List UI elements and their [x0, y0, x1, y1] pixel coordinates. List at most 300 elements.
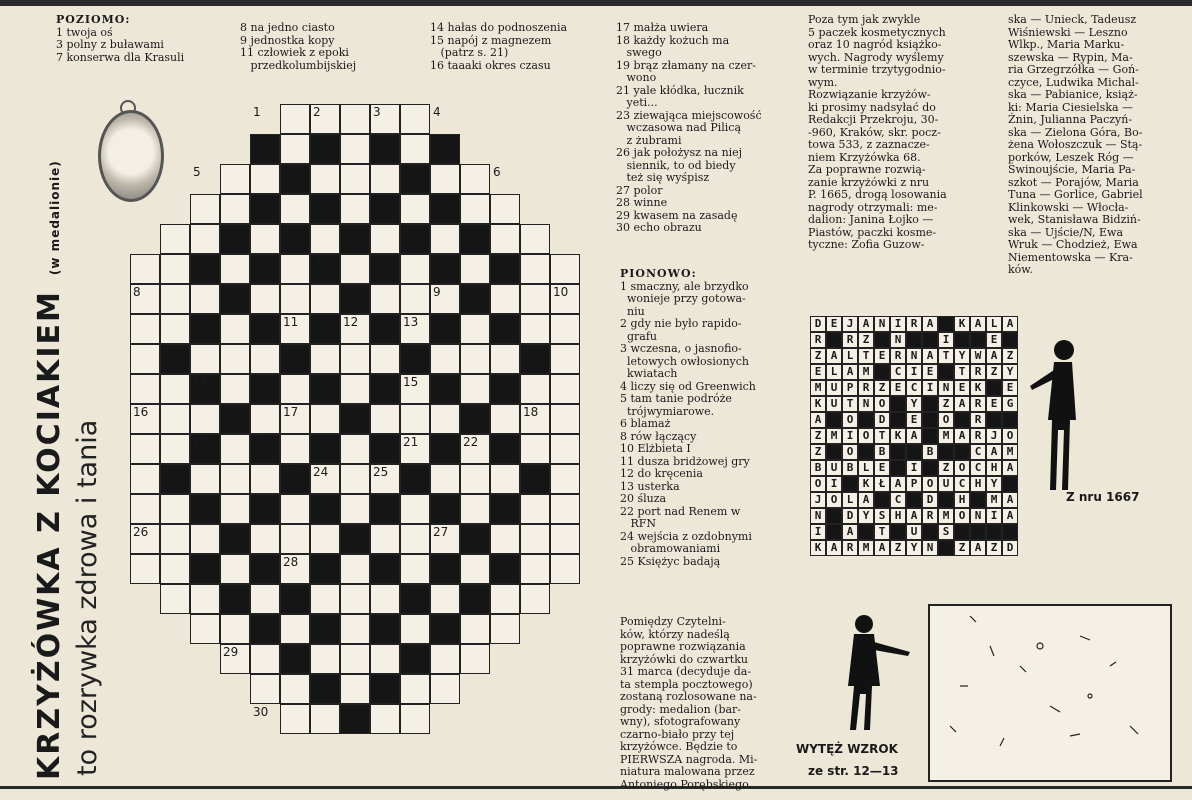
clue-number: 20 [253, 435, 269, 449]
solution-cell: A [986, 348, 1002, 364]
grid-cell[interactable] [190, 224, 220, 254]
grid-cell[interactable] [430, 464, 460, 494]
grid-cell[interactable] [550, 404, 580, 434]
grid-cell[interactable] [280, 134, 310, 164]
grid-cell[interactable] [310, 524, 340, 554]
grid-cell[interactable] [340, 254, 370, 284]
grid-cell[interactable] [250, 644, 280, 674]
grid-cell[interactable] [220, 554, 250, 584]
grid-cell[interactable] [160, 524, 190, 554]
solution-cell: Z [890, 540, 906, 556]
grid-cell[interactable] [550, 254, 580, 284]
grid-cell[interactable] [220, 614, 250, 644]
grid-cell[interactable] [340, 614, 370, 644]
clue-number: 24 [313, 465, 329, 479]
grid-cell[interactable] [370, 584, 400, 614]
grid-cell[interactable] [490, 284, 520, 314]
grid-cell[interactable] [400, 284, 430, 314]
grid-cell[interactable] [340, 344, 370, 374]
grid-cell[interactable] [160, 404, 190, 434]
grid-cell[interactable] [190, 344, 220, 374]
grid-cell[interactable] [550, 524, 580, 554]
grid-cell[interactable] [190, 524, 220, 554]
grid-cell[interactable] [460, 554, 490, 584]
solution-cell: E [954, 380, 970, 396]
solution-cell: O [874, 396, 890, 412]
solution-cell: T [858, 348, 874, 364]
grid-cell[interactable] [400, 524, 430, 554]
text-line: ska — Zielona Góra, Bo- [1008, 125, 1143, 139]
grid-cell [430, 254, 460, 284]
grid-cell [490, 434, 520, 464]
grid-cell[interactable] [460, 164, 490, 194]
solution-cell: K [954, 316, 970, 332]
grid-cell[interactable] [250, 464, 280, 494]
solution-cell: Y [1002, 364, 1018, 380]
grid-cell[interactable] [310, 164, 340, 194]
text-line: Wlkp., Maria Marku- [1008, 38, 1125, 51]
grid-cell[interactable] [490, 224, 520, 254]
grid-cell[interactable] [520, 524, 550, 554]
solution-cell [922, 332, 938, 348]
grid-cell[interactable] [460, 254, 490, 284]
grid-cell[interactable] [190, 614, 220, 644]
grid-cell[interactable] [130, 494, 160, 524]
text-line: zanie krzyżówki z nru [808, 175, 930, 189]
solution-cell [906, 492, 922, 508]
grid-cell[interactable] [370, 644, 400, 674]
solution-cell [906, 444, 922, 460]
solution-cell: A [810, 412, 826, 428]
grid-cell [340, 404, 370, 434]
solution-cell: Y [954, 348, 970, 364]
grid-cell [370, 674, 400, 704]
text-line: wym. [808, 75, 838, 89]
grid-cell[interactable] [160, 284, 190, 314]
solution-cell: N [938, 380, 954, 396]
clue-number: 19 [193, 435, 209, 449]
grid-cell[interactable] [220, 164, 250, 194]
grid-cell[interactable] [340, 674, 370, 704]
text-line: kwiatach [620, 367, 678, 380]
grid-cell[interactable] [340, 164, 370, 194]
solution-cell: I [890, 316, 906, 332]
text-line: z żubrami [616, 133, 682, 147]
grid-cell[interactable] [370, 704, 400, 734]
text-line: RFN [620, 517, 657, 530]
grid-cell[interactable] [280, 254, 310, 284]
grid-cell[interactable] [490, 404, 520, 434]
spot-difference-box [928, 604, 1172, 782]
grid-cell[interactable] [550, 494, 580, 524]
clue-number: 13 [403, 315, 419, 329]
solution-cell: Z [938, 396, 954, 412]
solution-cell: M [810, 380, 826, 396]
text-line: letowych owłosionych [620, 354, 749, 368]
text-line: 4 liczy się od Greenwich [620, 379, 756, 393]
grid-cell[interactable] [550, 464, 580, 494]
text-line: wek, Stanisława Bidziń- [1008, 213, 1141, 226]
grid-cell[interactable] [340, 374, 370, 404]
grid-cell[interactable] [280, 674, 310, 704]
solution-cell: I [906, 364, 922, 380]
grid-cell[interactable] [370, 344, 400, 374]
grid-cell[interactable] [130, 344, 160, 374]
grid-cell [340, 524, 370, 554]
grid-cell [520, 464, 550, 494]
grid-cell[interactable] [490, 194, 520, 224]
grid-cell [490, 374, 520, 404]
caption-nr: Z nru 1667 [1066, 490, 1140, 504]
grid-cell[interactable] [250, 224, 280, 254]
solution-cell: O [954, 508, 970, 524]
solution-cell: H [954, 492, 970, 508]
grid-cell[interactable] [340, 104, 370, 134]
text-line: Za poprawne rozwią- [808, 163, 926, 176]
text-line: 23 ziewająca miejscowość [616, 108, 762, 122]
grid-cell[interactable] [400, 554, 430, 584]
grid-cell [190, 494, 220, 524]
grid-cell[interactable] [370, 164, 400, 194]
solution-cell [954, 412, 970, 428]
clue: 11 człowiek z epoki [240, 46, 349, 59]
solution-cell [938, 444, 954, 460]
grid-cell[interactable] [430, 404, 460, 434]
text-line: 6 blamaż [620, 417, 671, 430]
solution-cell [922, 524, 938, 540]
text-line: 11 dusza bridżowej gry [620, 454, 750, 468]
grid-cell [370, 194, 400, 224]
grid-cell[interactable] [400, 704, 430, 734]
grid-cell[interactable] [340, 644, 370, 674]
solution-cell: O [826, 492, 842, 508]
grid-cell [430, 434, 460, 464]
grid-cell[interactable] [280, 434, 310, 464]
grid-cell [310, 374, 340, 404]
title-main: KRZYŻÓWKA Z KOCIAKIEM [32, 290, 67, 780]
grid-cell[interactable] [250, 284, 280, 314]
solution-cell: R [906, 316, 922, 332]
grid-cell[interactable] [250, 404, 280, 434]
text-line: 5 tam tanie podróże [620, 392, 732, 405]
grid-cell[interactable] [520, 554, 550, 584]
clue: 8 na jedno ciasto [240, 21, 335, 34]
text-line: wych. Nagrody wyślemy [808, 50, 944, 64]
grid-cell [280, 164, 310, 194]
grid-cell[interactable] [220, 194, 250, 224]
grid-cell[interactable] [400, 674, 430, 704]
grid-cell[interactable] [400, 614, 430, 644]
text-line: -960, Kraków, skr. pocz- [808, 125, 941, 139]
text-line: żena Wołoszczuk — Stą- [1008, 138, 1143, 151]
grid-cell [490, 314, 520, 344]
solution-cell [906, 332, 922, 348]
solution-cell: B [922, 444, 938, 460]
grid-cell[interactable] [490, 614, 520, 644]
grid-cell[interactable] [280, 524, 310, 554]
solution-cell: J [986, 428, 1002, 444]
text-line: 29 kwasem na zasadę [616, 208, 738, 222]
text-line: obramowaniami [620, 542, 721, 555]
grid-cell[interactable] [130, 374, 160, 404]
solution-cell: Z [810, 348, 826, 364]
grid-cell[interactable] [550, 554, 580, 584]
grid-cell[interactable] [130, 554, 160, 584]
grid-cell[interactable] [250, 344, 280, 374]
grid-cell[interactable] [250, 674, 280, 704]
grid-cell[interactable] [280, 104, 310, 134]
grid-cell[interactable] [220, 464, 250, 494]
solution-cell: K [858, 476, 874, 492]
grid-cell[interactable] [460, 374, 490, 404]
grid-cell[interactable] [310, 404, 340, 434]
grid-cell[interactable] [250, 524, 280, 554]
pionowo-list [620, 268, 800, 568]
solution-cell: A [1002, 508, 1018, 524]
grid-cell[interactable] [550, 314, 580, 344]
grid-cell [370, 374, 400, 404]
grid-cell[interactable] [190, 194, 220, 224]
grid-cell[interactable] [160, 224, 190, 254]
grid-cell [280, 344, 310, 374]
grid-cell[interactable] [310, 224, 340, 254]
grid-cell [490, 254, 520, 284]
solution-cell: P [842, 380, 858, 396]
grid-cell[interactable] [220, 254, 250, 284]
grid-cell[interactable] [340, 434, 370, 464]
grid-cell [370, 614, 400, 644]
grid-cell[interactable] [520, 494, 550, 524]
grid-cell[interactable] [460, 464, 490, 494]
text-line: 19 brąz złamany na czer- [616, 58, 756, 72]
grid-cell[interactable] [130, 254, 160, 284]
grid-cell[interactable] [340, 494, 370, 524]
text-line: Wruk — Chodzież, Ewa [1008, 238, 1138, 251]
solution-cell: M [826, 428, 842, 444]
solution-cell [938, 316, 954, 332]
grid-cell[interactable] [280, 494, 310, 524]
grid-cell [190, 554, 220, 584]
grid-cell[interactable] [550, 344, 580, 374]
grid-cell[interactable] [400, 404, 430, 434]
grid-cell [250, 614, 280, 644]
solution-cell: J [810, 492, 826, 508]
text-line: niu [620, 304, 645, 318]
clue-number: 8 [133, 285, 141, 299]
grid-cell[interactable] [370, 404, 400, 434]
solution-cell: M [1002, 444, 1018, 460]
solution-cell: B [842, 460, 858, 476]
grid-cell[interactable] [190, 404, 220, 434]
grid-cell[interactable] [430, 674, 460, 704]
grid-cell[interactable] [220, 434, 250, 464]
grid-cell[interactable] [310, 284, 340, 314]
solution-cell: C [970, 460, 986, 476]
grid-cell [250, 134, 280, 164]
grid-cell[interactable] [160, 374, 190, 404]
grid-cell[interactable] [160, 494, 190, 524]
grid-cell[interactable] [160, 434, 190, 464]
contest-text [620, 616, 800, 791]
grid-cell[interactable] [430, 344, 460, 374]
clue-number: 26 [133, 525, 149, 539]
clue-number: 15 [403, 375, 419, 389]
text-line: 18 każdy kożuch ma [616, 33, 730, 47]
solution-cell: E [1002, 380, 1018, 396]
text-line: Rozwiązanie krzyżów- [808, 88, 931, 101]
grid-cell[interactable] [130, 434, 160, 464]
grid-cell[interactable] [340, 584, 370, 614]
grid-cell[interactable] [520, 434, 550, 464]
grid-cell[interactable] [220, 314, 250, 344]
grid-cell[interactable] [400, 194, 430, 224]
grid-cell[interactable] [130, 464, 160, 494]
grid-cell[interactable] [490, 584, 520, 614]
text-line: 5 paczek kosmetycznych [808, 25, 946, 39]
grid-cell[interactable] [400, 254, 430, 284]
grid-cell[interactable] [550, 374, 580, 404]
text-line: Redakcji Przekroju, 30- [808, 113, 939, 126]
grid-cell[interactable] [220, 374, 250, 404]
grid-cell[interactable] [310, 344, 340, 374]
grid-cell[interactable] [250, 164, 280, 194]
grid-cell[interactable] [280, 374, 310, 404]
grid-cell[interactable] [310, 644, 340, 674]
solution-cell: K [810, 396, 826, 412]
text-line: szewska — Rypin, Ma- [1008, 50, 1133, 64]
solution-cell: I [842, 428, 858, 444]
grid-cell[interactable] [520, 314, 550, 344]
crossword-grid [130, 104, 580, 744]
grid-cell [160, 464, 190, 494]
solution-cell: C [906, 380, 922, 396]
grid-cell [190, 314, 220, 344]
solution-cell: Z [858, 332, 874, 348]
grid-cell[interactable] [460, 494, 490, 524]
grid-cell[interactable] [370, 224, 400, 254]
grid-cell[interactable] [340, 464, 370, 494]
clue-number: 14 [193, 375, 209, 389]
grid-cell[interactable] [340, 554, 370, 584]
grid-cell[interactable] [160, 554, 190, 584]
solution-cell [1002, 524, 1018, 540]
grid-cell[interactable] [190, 584, 220, 614]
grid-cell [310, 134, 340, 164]
text-line: Świnoujście, Maria Pa- [1008, 163, 1136, 176]
grid-cell[interactable] [400, 104, 430, 134]
solution-cell: L [858, 460, 874, 476]
grid-cell[interactable] [400, 494, 430, 524]
solution-cell: T [874, 524, 890, 540]
grid-cell[interactable] [280, 704, 310, 734]
grid-cell[interactable] [460, 314, 490, 344]
solution-cell: N [858, 396, 874, 412]
text-line: 21 yale kłódka, łucznik [616, 83, 744, 97]
solution-cell: Y [906, 540, 922, 556]
grid-cell[interactable] [430, 584, 460, 614]
grid-cell[interactable] [520, 224, 550, 254]
grid-cell[interactable] [340, 194, 370, 224]
text-line: zostaną rozlosowane na- [620, 690, 757, 703]
grid-cell[interactable] [280, 614, 310, 644]
clue-number: 25 [373, 465, 389, 479]
grid-cell[interactable] [220, 344, 250, 374]
grid-cell[interactable] [160, 314, 190, 344]
top-rule [0, 0, 1192, 6]
grid-cell[interactable] [490, 464, 520, 494]
grid-cell[interactable] [280, 194, 310, 224]
grid-cell[interactable] [160, 254, 190, 284]
grid-cell[interactable] [370, 524, 400, 554]
grid-cell [220, 404, 250, 434]
grid-cell[interactable] [160, 584, 190, 614]
grid-cell[interactable] [280, 284, 310, 314]
grid-cell[interactable] [130, 314, 160, 344]
grid-cell[interactable] [520, 254, 550, 284]
solution-cell [922, 412, 938, 428]
grid-cell[interactable] [220, 494, 250, 524]
grid-cell [430, 614, 460, 644]
grid-cell[interactable] [310, 704, 340, 734]
grid-cell[interactable] [310, 584, 340, 614]
grid-cell[interactable] [460, 614, 490, 644]
grid-cell[interactable] [550, 434, 580, 464]
text-line: ki: Maria Ciesielska — [1008, 100, 1134, 114]
clue: 9 jednostka kopy [240, 33, 335, 47]
grid-cell[interactable] [400, 134, 430, 164]
grid-cell[interactable] [460, 194, 490, 224]
grid-cell[interactable] [520, 374, 550, 404]
info-text [808, 14, 998, 252]
grid-cell[interactable] [520, 284, 550, 314]
grid-cell[interactable] [490, 524, 520, 554]
solution-cell [890, 396, 906, 412]
grid-cell[interactable] [190, 464, 220, 494]
grid-cell [220, 284, 250, 314]
solution-cell: N [970, 508, 986, 524]
grid-cell[interactable] [490, 344, 520, 374]
grid-cell[interactable] [370, 284, 400, 314]
solution-cell: I [906, 460, 922, 476]
grid-cell[interactable] [520, 584, 550, 614]
poziomo-header: POZIOMO: [56, 13, 131, 26]
solution-cell: R [922, 508, 938, 524]
text-line: 8 rów łączący [620, 429, 697, 443]
grid-cell[interactable] [460, 344, 490, 374]
solution-cell: U [906, 524, 922, 540]
solution-cell [874, 492, 890, 508]
solution-cell: T [874, 428, 890, 444]
grid-cell[interactable] [340, 134, 370, 164]
text-line: 2 gdy nie było rapido- [620, 317, 742, 330]
grid-cell [310, 434, 340, 464]
grid-cell [220, 524, 250, 554]
solution-cell: Y [986, 476, 1002, 492]
text-line: 27 polor [616, 183, 663, 197]
solution-cell: O [1002, 428, 1018, 444]
grid-cell[interactable] [430, 644, 460, 674]
text-line: 25 Księżyc badają [620, 554, 721, 568]
grid-cell[interactable] [430, 224, 460, 254]
grid-cell[interactable] [250, 584, 280, 614]
text-line: niem Krzyżówka 68. [808, 150, 921, 164]
solution-cell: O [842, 444, 858, 460]
solution-cell: K [970, 380, 986, 396]
grid-cell[interactable] [430, 164, 460, 194]
grid-cell[interactable] [460, 644, 490, 674]
grid-cell[interactable] [190, 284, 220, 314]
solution-cell: A [906, 508, 922, 524]
